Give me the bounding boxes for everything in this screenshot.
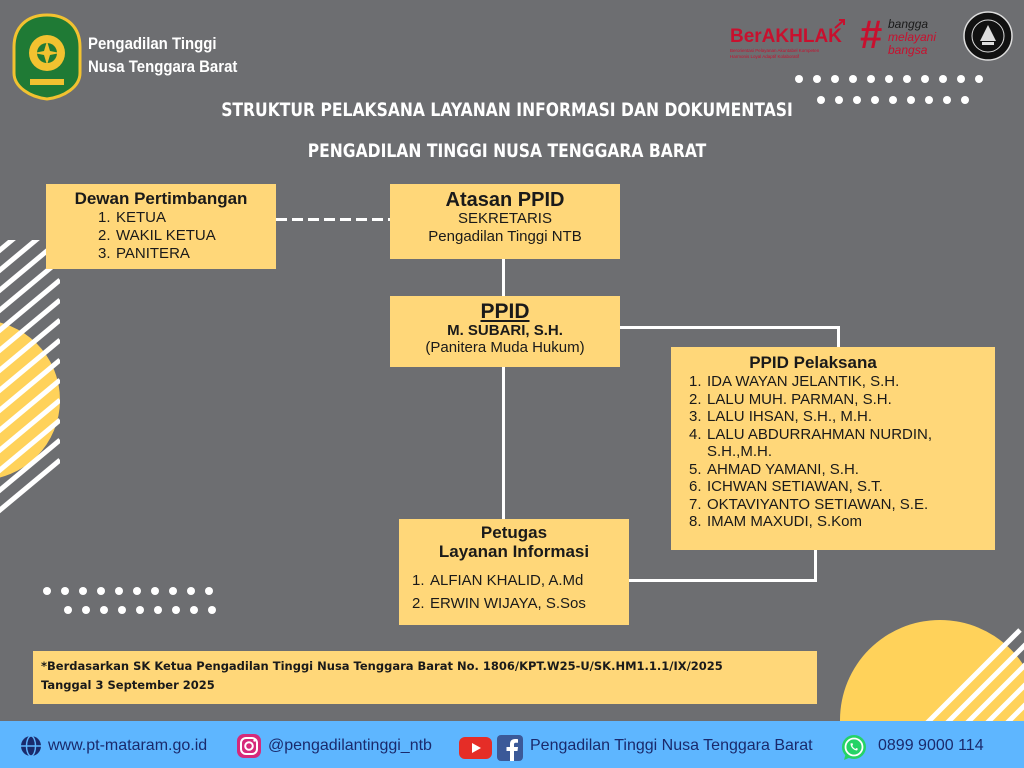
list-item [98,245,276,263]
list-item [689,513,989,531]
list-item [689,478,989,496]
sk-note-line1: *Berdasarkan SK Ketua Pengadilan Tinggi Nusa Tenggara Barat No. 1806/KPT.W25-U/SK.HM1.1.1/IX/2025 [41,659,723,673]
bangga-line1: bangga [888,17,929,31]
list-item-text: LALU IHSAN, S.H., M.H. [707,408,873,425]
youtube-icon[interactable] [459,737,492,759]
list-item-number: 8. [689,513,702,530]
hashtag-icon: # [860,13,883,57]
list-item [689,426,989,461]
dots-bottom-row-2 [64,606,216,614]
org-name-line2: Nusa Tenggara Barat [88,57,238,76]
seal-logo [963,11,1013,61]
page-title-line1: STRUKTUR PELAKSANA LAYANAN INFORMASI DAN DOKUMENTASI [221,99,793,121]
bangga-line3: bangsa [888,43,928,57]
petugas-list [412,569,629,615]
atasan-ppid-box [390,184,620,259]
ppid-role: (Panitera Muda Hukum) [425,339,585,356]
list-item-text: PANITERA [116,245,190,262]
connector-ppid-right [619,326,839,329]
berakhlak-tagline: Berorientasi Pelayanan Akuntabel Kompeten Harmonis Loyal Adaptif Kolaboratif [730,48,820,59]
facebook-icon[interactable] [497,735,523,761]
list-item-number: 2. [412,595,425,612]
atasan-heading: Atasan PPID [445,189,565,211]
bangga-line2: melayani [888,30,937,44]
connector-right-down [837,326,840,348]
list-item-text: ERWIN WIJAYA, S.Sos [430,595,586,612]
list-item-number: 5. [689,460,702,478]
list-item [98,209,276,227]
footer-website[interactable]: www.pt-mataram.go.id [48,737,208,754]
list-item [689,461,989,479]
list-item-number: 3. [689,408,702,425]
org-name-line1: Pengadilan Tinggi [88,34,217,53]
berakhlak-logo [730,18,858,60]
list-item-text: AHMAD YAMANI, S.H. [707,460,859,478]
list-item [689,408,989,426]
globe-icon [19,734,43,758]
petugas-heading-line2: Layanan Informasi [438,542,590,561]
petugas-box [399,519,629,625]
list-item-number: 6. [689,478,702,495]
dewan-pertimbangan-box [46,184,276,269]
footer-facebook[interactable]: Pengadilan Tinggi Nusa Tenggara Barat [530,737,813,754]
atasan-line1: SEKRETARIS [458,210,552,227]
list-item-text: WAKIL KETUA [116,227,216,244]
page-title-line2: PENGADILAN TINGGI NUSA TENGGARA BARAT [307,140,707,162]
dewan-heading: Dewan Pertimbangan [74,189,248,208]
pelaksana-heading: PPID Pelaksana [749,353,877,372]
list-item-number: 1. [98,209,111,226]
list-item-text: OKTAVIYANTO SETIAWAN, S.E. [707,495,929,513]
list-item-number: 1. [412,572,425,589]
list-item-number: 4. [689,425,702,443]
list-item [412,592,629,615]
connector-pelaksana-petugas [629,579,817,582]
pelaksana-list [689,373,989,531]
dots-bottom-row-1 [43,587,213,595]
sk-note-box [33,651,817,704]
berakhlak-logo-text: BerAKHLAK [730,26,842,47]
list-item-text: ICHWAN SETIAWAN, S.T. [707,478,883,495]
dots-top-row-1 [795,75,983,83]
sk-note-line2: Tanggal 3 September 2025 [41,678,215,692]
list-item-text: KETUA [116,209,167,226]
ppid-box [390,296,620,367]
list-item [689,373,989,391]
list-item-text: ALFIAN KHALID, A.Md [430,572,584,589]
list-item [98,227,276,245]
ppid-heading: PPID [480,300,530,323]
list-item-text: LALU ABDURRAHMAN NURDIN, S.H.,M.H. [707,425,933,460]
list-item-text: IDA WAYAN JELANTIK, S.H. [707,373,900,390]
list-item-number: 2. [98,227,111,244]
footer-instagram[interactable]: @pengadilantinggi_ntb [268,737,432,754]
ppid-pelaksana-box [671,347,995,550]
list-item [412,569,629,592]
connector-pelaksana-down [814,549,817,581]
list-item-number: 7. [689,495,702,513]
bangga-melayani-logo [860,15,950,60]
dewan-list [98,209,276,263]
list-item-number: 1. [689,373,702,390]
connector-dewan-atasan [276,218,390,221]
list-item-text: LALU MUH. PARMAN, S.H. [707,390,892,408]
court-emblem-logo [12,13,82,101]
connector-atasan-ppid [502,259,505,297]
footer-phone[interactable]: 0899 9000 114 [878,737,984,754]
instagram-icon[interactable] [236,733,262,759]
list-item [689,391,989,409]
list-item-number: 2. [689,390,702,408]
list-item-number: 3. [98,245,111,262]
petugas-heading-line1: Petugas [480,523,548,542]
connector-ppid-petugas [502,367,505,519]
list-item-text: IMAM MAXUDI, S.Kom [707,513,863,530]
atasan-line2: Pengadilan Tinggi NTB [428,228,582,245]
ppid-name: M. SUBARI, S.H. [447,322,563,339]
whatsapp-icon[interactable] [839,733,869,763]
list-item [689,496,989,514]
